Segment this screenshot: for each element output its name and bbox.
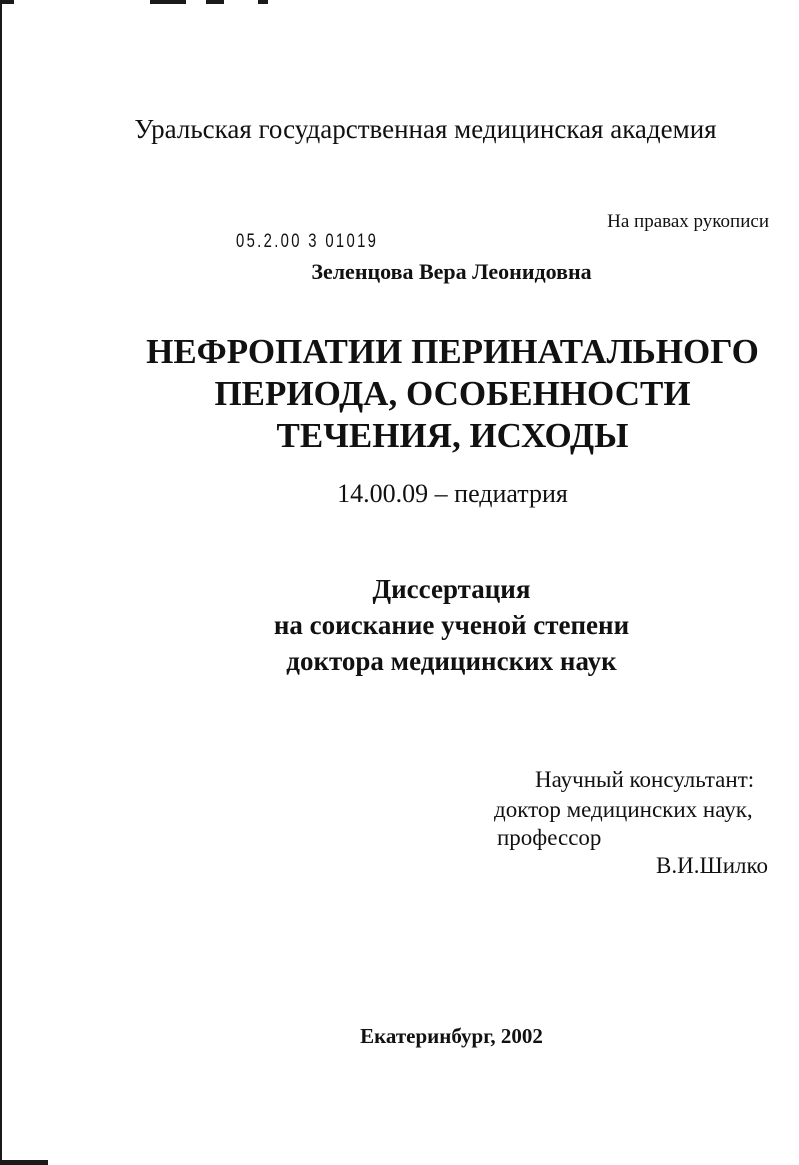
scan-mark — [206, 0, 224, 4]
consultant-label: Научный консультант: — [535, 767, 755, 792]
degree-line: доктора медицинских наук — [286, 646, 617, 676]
institution-name: Уральская государственная медицинская академия — [134, 114, 717, 144]
consultant-rank: профессор — [497, 825, 602, 850]
consultant-degree: доктор медицинских наук, — [494, 797, 753, 822]
scan-mark — [258, 0, 268, 4]
thesis-title-line: ТЕЧЕНИЯ, ИСХОДЫ — [276, 416, 629, 455]
scan-mark — [150, 0, 186, 4]
author-name: Зеленцова Вера Леонидовна — [311, 259, 592, 284]
scan-mark — [0, 0, 14, 4]
scan-mark — [0, 1160, 48, 1165]
specialty-code: 14.00.09 – педиатрия — [337, 479, 568, 508]
consultant-name: В.И.Шилко — [656, 853, 768, 878]
thesis-title-line: НЕФРОПАТИИ ПЕРИНАТАЛЬНОГО — [146, 332, 759, 371]
city-year: Екатеринбург, 2002 — [360, 1024, 543, 1048]
thesis-title-line: ПЕРИОДА, ОСОБЕННОСТИ — [214, 374, 691, 413]
degree-line: на соискание ученой степени — [273, 610, 630, 640]
degree-line: Диссертация — [372, 574, 531, 604]
manuscript-note: На правах рукописи — [607, 211, 769, 232]
catalog-code: 05.2.00 3 01019 — [236, 231, 379, 252]
